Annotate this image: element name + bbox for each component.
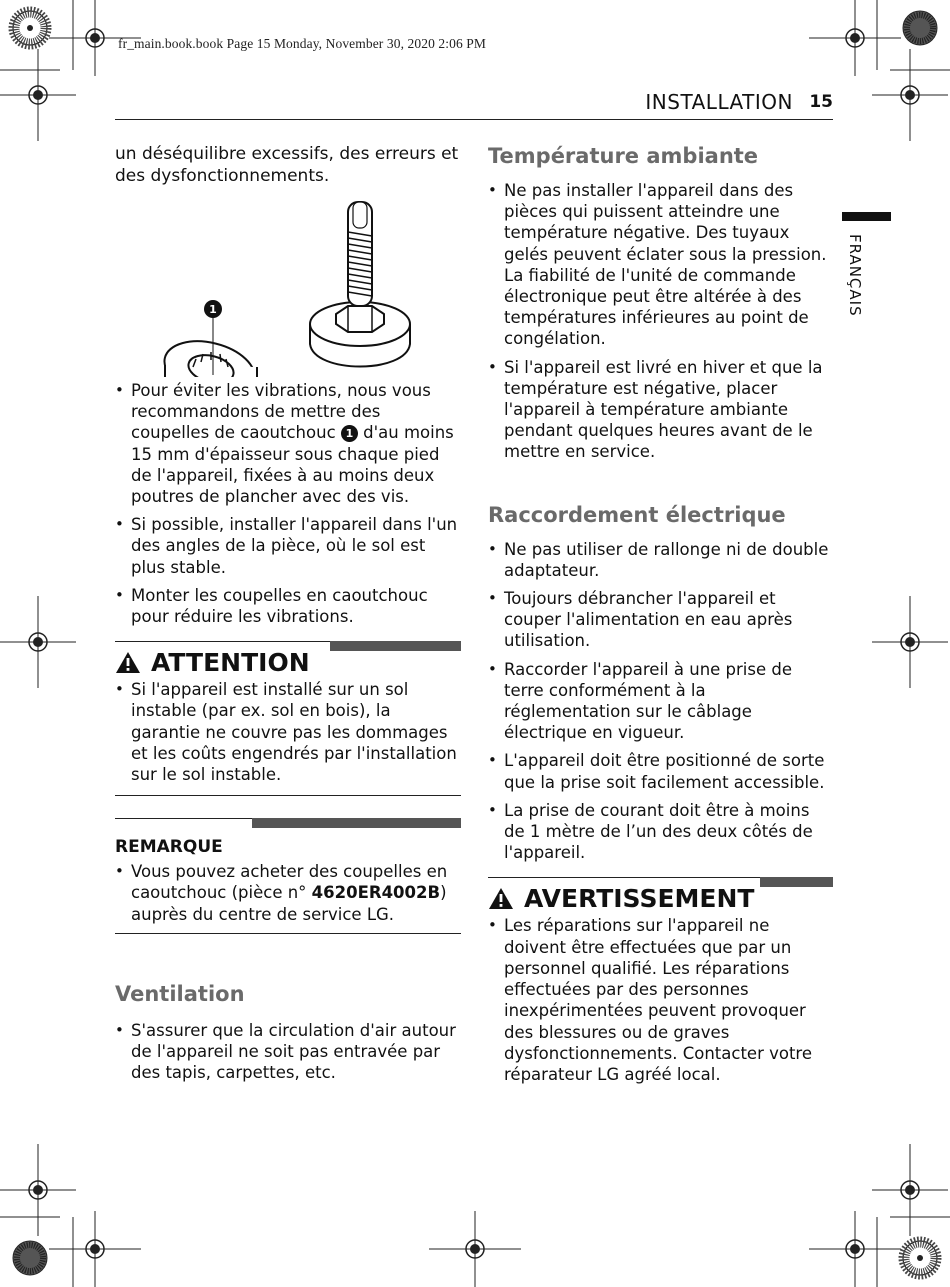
remarque-bullet: • Vous pouvez acheter des coupelles en caoutchouc (pièce n° 4620ER4002B) auprès du centre de service LG. [115, 861, 461, 925]
right-column [488, 144, 833, 1092]
temperature-title: Température ambiante [488, 144, 759, 168]
electrical-bullet-3: • Raccorder l'appareil à une prise de terre conformément à la réglementation sur le câblage électrique en vigueur. [488, 659, 833, 744]
left-column [115, 144, 461, 1083]
attention-bullet: • Si l'appareil est installé sur un sol instable (par ex. sol en bois), la garantie ne couvre pas les dommages et les coûts engendrés par l'installation sur le sol instable. [115, 679, 461, 785]
svg-text:1: 1 [209, 303, 217, 316]
vibration-bullets [115, 380, 461, 627]
warning-triangle-icon [488, 887, 514, 910]
attention-box [115, 641, 461, 796]
temperature-bullet-1: • Ne pas installer l'appareil dans des pièces qui puissent atteindre une température négative. Des tuyaux gelés peuvent éclater sous la pression. La fiabilité de l'unité de commande électronique peut être altérée à des températures inférieures au point de congélation. [488, 180, 833, 350]
remarque-title: REMARQUE [115, 837, 223, 858]
ventilation-section [115, 982, 461, 1084]
warning-triangle-icon [115, 651, 141, 674]
avertissement-bullet: • Les réparations sur l'appareil ne doivent être effectuées que par un personnel qualifié. Les réparations effectuées par des personnes inexpérimentées peuvent provoquer des blessures ou de graves dysfonctionnements. Contacter votre réparateur LG agréé local. [488, 915, 833, 1085]
bullet-corner: • Si possible, installer l'appareil dans l'un des angles de la pièce, où le sol est plus stable. [115, 514, 461, 578]
electrical-title: Raccordement électrique [488, 502, 786, 527]
avertissement-box [488, 877, 833, 1085]
rubber-cup-drawing [159, 332, 261, 377]
language-tab-label: FRANÇAIS [846, 234, 864, 317]
attention-title: ATTENTION [151, 648, 310, 678]
adjustable-foot-illustration [300, 196, 420, 376]
electrical-bullet-2: • Toujours débrancher l'appareil et couper l'alimentation en eau après utilisation. [488, 588, 833, 652]
section-title: INSTALLATION [645, 90, 793, 114]
intro-text: un déséquilibre excessifs, des erreurs et des dysfonctionnements. [115, 144, 459, 186]
remarque-box [115, 818, 461, 934]
part-number: 4620ER4002B [311, 883, 441, 903]
bullet-mount-cups: • Monter les coupelles en caoutchouc pour réduire les vibrations. [115, 585, 461, 627]
page-header [115, 88, 833, 120]
electrical-bullet-4: • L'appareil doit être positionné de sorte que la prise soit facilement accessible. [488, 750, 833, 792]
print-header: fr_main.book.book Page 15 Monday, November 30, 2020 2:06 PM [118, 36, 486, 51]
page-number: 15 [809, 92, 833, 112]
language-tab-marker [842, 212, 891, 221]
bullet-vibration: • Pour éviter les vibrations, nous vous recommandons de mettre des coupelles de caoutchouc 1 d'au moins 15 mm d'épaisseur sous chaque pied de l'appareil, fixées à au moins deux poutres de plancher avec des vis. [115, 380, 461, 507]
ventilation-bullet: • S'assurer que la circulation d'air autour de l'appareil ne soit pas entravée par des tapis, carpettes, etc. [115, 1020, 461, 1084]
electrical-bullet-1: • Ne pas utiliser de rallonge ni de double adaptateur. [488, 539, 833, 581]
electrical-bullet-5: • La prise de courant doit être à moins de 1 mètre de l’un des deux côtés de l'appareil. [488, 800, 833, 864]
temperature-bullet-2: • Si l'appareil est livré en hiver et que la température est négative, placer l'appareil à température ambiante pendant quelques heures avant de le mettre en service. [488, 357, 833, 463]
ventilation-title: Ventilation [115, 981, 245, 1006]
callout-badge: 1 [341, 425, 358, 442]
callout-marker [204, 300, 222, 318]
avertissement-title: AVERTISSEMENT [524, 884, 755, 914]
